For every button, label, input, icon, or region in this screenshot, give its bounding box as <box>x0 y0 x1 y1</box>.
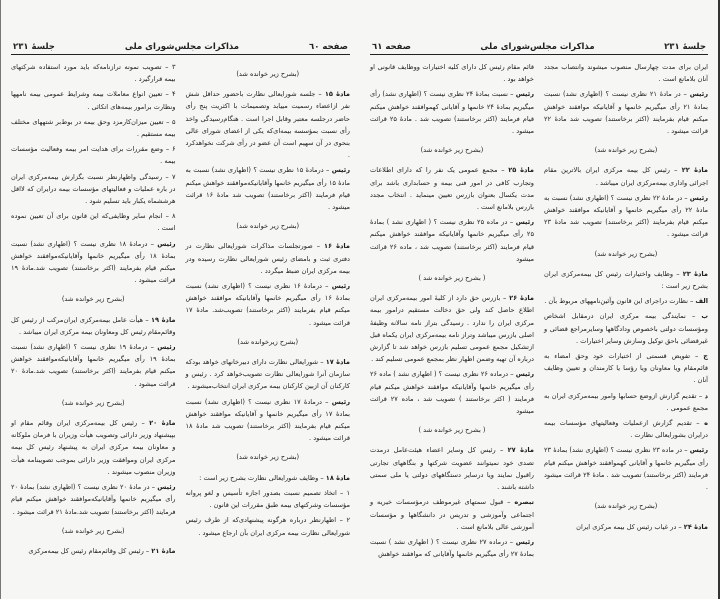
paragraph-lead: مادهٔ ۱۶ <box>323 242 350 251</box>
paragraph-text: – در مادهٔ ۲۰ نظری نیست ؟ (اظهاری نشد) بمادهٔ ۲۰ رأی میگیریم خانمها وآقایانیکه‌موافقند خواهش میکنم قیام فرمایند (اکثر برخاستند) تصویب شد.مادهٔ ۲۱ قرائت میشود . <box>11 483 176 516</box>
paragraph-lead: د <box>704 391 708 400</box>
paragraph-text: ۸ – انجام سایر وظایفی‌که این قانون برای آن تعیین نموده است . <box>11 212 176 233</box>
paragraph-text: – مجمع عمومی یک نفر را که دارای اطلاعات وتجارب کافی در امور فنی بیمه و حسابداری باشد برای مدت یکسال بعنوان بازرس تعیین مینماید . انتخاب مجدد بازرس بلامانع است . <box>370 166 534 212</box>
session-number: جلسهٔ ۲۳۱ <box>13 42 55 52</box>
paragraph-text: – درمادهٔ ۱۷ نظری نیست ؟ (اظهاری نشد) نسبت بمادهٔ ۱۷ رأی میگیریم خانمها و آقایانیکه موافقند خواهش میکنم قیام بفرمایند (اکثر برخاستند) تصویب شد مادهٔ ۱۸ قرائت میشود . <box>185 397 350 443</box>
paragraph <box>370 496 534 533</box>
paragraph <box>544 88 708 137</box>
paragraph-lead: ب <box>701 312 708 321</box>
paragraph <box>544 521 708 533</box>
paragraph <box>370 216 534 265</box>
paragraph-text: – رئیس کل وقائم‌مقام رئیس کل بیمه‌مرکزی <box>28 546 152 555</box>
paragraph <box>370 368 534 417</box>
paragraph-text: – صورتجلسات مذاکرات شورایعالی نظارت در دفتری ثبت و بامضای رئیس شورایعالی نظارت رسیده ودر بیمه مرکزی ایران ضبط میگردد . <box>185 242 350 275</box>
column-right <box>544 61 708 563</box>
page-number: صفحه ٦٠ <box>309 42 348 52</box>
paragraph <box>370 88 534 137</box>
paragraph-lead: مادهٔ ۲۲ <box>681 166 708 175</box>
paragraph-text: – رئیس کل بیمه مرکزی ایران بالاترین مقام اجرائی واداری بیمه‌مرکزی ایران میباشد . <box>544 166 708 187</box>
paragraph-lead: رئیس <box>515 537 534 546</box>
paragraph <box>11 61 176 85</box>
paragraph-lead: رئیس <box>157 483 176 492</box>
paragraph-lead: ه <box>704 419 708 428</box>
paragraph-lead: الف <box>695 297 708 306</box>
paragraph-text: – نمایندگی بیمه مرکزی ایران درمقابل اشخاص ومؤسسات دولتی باخصوص ودادگاهها وسایرمراجع قضائی و غیرقضائی باحق توکیل وسازش وسایر اختیارات . <box>544 312 708 345</box>
paragraph-text: – رئیس کل وسایر اعضاء هیئت‌عامل درمدت تصدی خود نمیتوانند عضویت شرکتها و بنگاههای تجارتی راقبول نمایند ویا درسایر دستگاههای دولتی یا ملی سمتی داشته باشند . <box>370 446 534 492</box>
paragraph-lead: مادهٔ ۲۴ <box>683 522 708 531</box>
paragraph-text: ایران برای مدت چهارسال منصوب میشوند وانتصاب مجدد آنان بلامانع است . <box>544 63 708 84</box>
paragraph <box>11 210 176 234</box>
read-note: ( بشرح زیر خوانده شد ) <box>418 274 486 283</box>
paragraph-lead: رئیس <box>689 446 709 455</box>
paragraph-lead: مادهٔ ۱۷ <box>325 358 350 367</box>
paragraph <box>186 240 351 277</box>
paragraph <box>186 280 351 329</box>
paragraph <box>544 295 708 307</box>
running-title: مذاکرات مجلس‌شورای ملی <box>124 42 240 52</box>
paragraph-text: – درمادهٔ ۱۶ نظری نیست ؟ (اظهاری نشد) نسبت بمادهٔ ۱۶ رأی میگیریم خانمها وآقایانیکه موافقند خواهش میکنم قیام بفرمایند (اکثر برخاستند) تصویب‌شد. مادهٔ ۱۷ قرائت میشود . <box>185 282 350 327</box>
paragraph-text: – درماده ۲۷ نظری نیست ؟ ( اظهاری نشد ) نسبت بمادهٔ ۲۷ رأی میگیریم خانمها وآقایانی که موافقند خواهش <box>370 537 534 559</box>
paragraph-lead: رئیس <box>515 218 534 227</box>
paragraph-text: – نسبت بمادهٔ ۲۴ نظری نیست ؟ (اظهاری نشد) رأی میگیریم بمادهٔ ۲۴ خانمها و آقایانی کهموافقند خواهش میکنم قیام فرمایند (اکثر برخاستند) تصویب شد . مادهٔ ۲۵ قرائت میشود . <box>370 90 535 136</box>
read-note: (بشرح زیر خوانده شد) <box>594 146 658 155</box>
paragraph <box>544 192 708 241</box>
paragraph <box>544 390 708 414</box>
paragraph-text: – تقدیم گزارش ازوضع حسابها وامور بیمه‌مرکزی ایران به مجمع عمومی . <box>544 391 708 412</box>
paragraph <box>11 116 176 140</box>
paragraph <box>11 171 176 208</box>
paragraph-lead: مادهٔ ۱۵ <box>324 90 350 99</box>
paragraph <box>370 164 534 213</box>
running-title: مذاکرات مجلس‌شورای ملی <box>480 42 595 52</box>
paragraph <box>370 536 534 560</box>
paragraph-text: قائم مقام رئیس کل دارای کلیه اختیارات ووظایف قانونی او خواهد بود . <box>370 63 534 84</box>
paragraph-text: – هیأت عامل بیمه‌مرکزی ایران‌مرکب از رئیس کل وقائم‌مقام رئیس کل ومعاونان بیمه مرکزی ایران میباشد . <box>11 315 176 336</box>
paragraph-text: – وظایف واختیارات رئیس کل بیمه‌مرکزی ایران بشرح زیر است : <box>544 269 708 291</box>
paragraph-lead: رئیس <box>331 397 351 406</box>
paragraph-lead: مادهٔ ۲۵ <box>508 166 534 175</box>
paragraph-text: ۲ – اظهارنظر درباره هرگونه پیشنهادی‌که از طرف رئیس شورایعالی نظارت بیمه مرکزی ایران بآن ارجاع میشود . <box>185 516 350 537</box>
paragraph-text: – درماده ۲۶ نظری نیست ؟ ( اظهاری نشد ) ماده ۲۶ رأی میگیریم خانمها وآقایانیکه موافقند خواهش میکنم قیام فرمایند ( اکثر برخاستند ) تصویب شد ، ماده ۲۷ قرائت میشود <box>370 370 534 416</box>
paragraph-text: ۶ – وضع مقررات برای هدایت امر بیمه وفعالیت مؤسسات بیمه . <box>11 145 176 166</box>
paragraph <box>544 417 708 441</box>
paragraph-lead: مادهٔ ۱۹ <box>151 315 176 324</box>
paragraph <box>544 61 708 85</box>
page-header <box>370 38 708 55</box>
paragraph-text: – نظارت دراجرای این قانون وآئین‌نامههای مربوط بآن . <box>544 297 696 306</box>
paragraph <box>11 88 176 112</box>
paragraph-lead: رئیس <box>157 343 176 352</box>
paragraph-text: – وظایف شورایعالی نظارت بشرح زیر است : <box>199 473 326 482</box>
read-note: (بشرح زیر خوانده شد) <box>236 222 300 231</box>
read-note: (بشرح زیر خوانده شد) <box>420 146 484 155</box>
paragraph <box>11 314 176 338</box>
page-number: صفحه ٦١ <box>372 42 411 52</box>
paragraph <box>544 268 708 292</box>
paragraph <box>11 341 176 390</box>
paragraph-text: ۴ – تعیین انواع معاملات بیمه وشرایط عمومی بیمه نامهها ونظارت برامور بیمه‌های اتکائی . <box>11 90 176 111</box>
page-header <box>11 38 350 55</box>
paragraph <box>370 292 534 365</box>
paragraph-text: ۷ – رسیدگی واظهارنظر نسبت بگزارش بیمه‌مرکزی ایران در باره عملیات و فعالیتهای مؤسسات بیمه درایران که لااقل هرششماه یکبار باید تسلیم شود . <box>11 172 176 206</box>
paragraph-lead: مادهٔ ۲۳ <box>682 269 708 278</box>
paragraph <box>370 61 534 85</box>
paragraph-lead: ج <box>703 352 708 361</box>
paragraph-text: – در ماده ۲۵ نظری نیست ؟ ( اظهاری نشد ) بمادهٔ ۲۵ رأی میگیریم خانمها وآقایانیکه موافقند خواهش میکنم قیام فرمایند (اکثر برخاستند) تصویب شد ، ماده ۲۶ قرائت میشود <box>370 218 535 263</box>
paragraph-lead: رئیس <box>331 166 350 175</box>
paragraph <box>11 143 176 167</box>
paragraph-text: ۵ – تعیین میزان‌کارمزد وحق بیمه در بوط‌بر شتههای مختلف بیمه مستقیم . <box>11 117 176 139</box>
paragraph-lead: تبصره <box>514 498 534 507</box>
paragraph-text: – درمادهٔ ۱۸ نظری نیست ؟ (اظهاری نشد) نسبت بمادهٔ ۱۸ رأی میگیریم خانمها وآقایانیکه‌موافقند خواهش میکنم قیام بفرمایند (اکثر برخاستند) تصویب شد.مادهٔ ۱۹ قرائت میشود . <box>11 239 176 285</box>
read-note: (بشرح زیر خوانده شد) <box>594 502 658 511</box>
paragraph-lead: مادهٔ ۲۰ <box>149 419 176 428</box>
paragraph-lead: رئیس <box>515 370 534 379</box>
column-right <box>186 61 351 560</box>
paragraph <box>186 164 351 213</box>
paragraph-text: – تقدیم گزارش ازعملیات وفعالیتهای مؤسسات بیمه درایران بشورایعالی نظارت . <box>544 419 708 440</box>
session-number: جلسهٔ ۲۳۱ <box>664 42 706 52</box>
paragraph <box>544 164 708 188</box>
paragraph-lead: مادهٔ ۲۱ <box>151 546 176 555</box>
paragraph-text: – بازرس حق دارد از کلیهٔ امور بیمه‌مرکزی ایران اطلاع حاصل کند ولی حق دخالت مستقیم درامور بیمه مرکزی ایران را ندارد . رسیدگی بتراز نامه سالانه وظیفهٔ اصلی بازرس میباشد وتراز نامه بیمه‌مرکزی ایران یکماه قبل ازتشکیل مجمع عمومی تسلیم بازرس خواهد شد تا گزارش درباره آن تهیه وضمن اظهار نظر بمجمع عمومی تسلیم کند . <box>370 294 534 364</box>
paragraph <box>544 310 708 347</box>
paragraph <box>544 350 708 387</box>
paragraph <box>186 472 351 484</box>
paragraph-text: – در مادهٔ ۲۲ نظری نیست ؟ (اظهاری نشد) نسبت به مادهٔ ۲۲ رأی میگیریم خانمها و آقایانیکه موافقند خواهش میکنم قیام بفرمایند (اکثر برخاستند) تصویب شد مادهٔ ۲۳ قرائت میشود . <box>544 193 709 239</box>
paragraph-text: – جلسه شورایعالی نظارت باحضور حداقل شش نفر ازاعضاء رسمیت مییابد وتصمیمات با اکثریت پنج رأی حاضر درجلسه معتبر وقابل اجرا است . هنگام‌رسیدگی واخذ رأی نسبت بمؤسسه بیمه‌ای‌که یکی از اعضای شورای عالی بنحوی در آن سهیم است آن عضو در رأی شرکت نخواهدکرد . <box>185 90 350 160</box>
paragraph-text: – در غیاب رئیس کل بیمه مرکزی ایران <box>576 522 684 531</box>
paragraph <box>11 238 176 287</box>
paragraph-text: – درمادهٔ ۱۵ نظری نیست ؟ (اظهاری نشد) نسبت به مادهٔ ۱۵ رأی میگیریم خانمها وآقایانیکه‌موافقند خواهش میکنم قیام فرمایند (اکثر برخاستند) تصویب شد مادهٔ ۱۶ قرائت میشود . <box>185 166 350 212</box>
column-left <box>370 61 534 563</box>
paragraph <box>186 88 351 161</box>
read-note: (بشرح زیر خوانده شد) <box>61 398 125 407</box>
paragraph <box>11 545 176 557</box>
read-note: (بشرح زیر خوانده شد) <box>236 453 300 462</box>
paragraph-lead: رئیس <box>331 282 351 291</box>
paragraph <box>11 481 176 518</box>
read-note: (بشرح زیر خوانده شد) <box>61 526 125 535</box>
paragraph-text: – تفویض قسمتی از اختیارات خود وحق امضاء به قائم‌مقام ویا معاونان ویا رؤسا یا کارمندان و تعیین وظایف آنان . <box>544 352 708 385</box>
paragraph <box>186 356 351 393</box>
page-61 <box>360 0 720 599</box>
paragraph <box>11 417 176 478</box>
paragraph-lead: مادهٔ ۱۸ <box>325 473 350 482</box>
paragraph-text: – شورایعالی نظارت دارای دبیرخانهای خواهد بود‌که سازمان آنرا شورایعالی نظارت تصویب‌خواهد کرد . رئیس و کارکنان آن ازبین کارکنان بیمه مرکزی ایران انتخاب‌میشوند . <box>185 358 350 391</box>
paragraph-lead: رئیس <box>689 193 708 202</box>
paragraph-text: ۱ – اتخاذ تصمیم نسبت بصدور اجازه تأسیس و لغو پروانه مؤسسات وشرکتهای بیمه طبق مقررات این قانون . <box>185 488 350 510</box>
paragraph-text: ۳ – تصویب نمونه ترازنامه‌که باید مورد استفاده شرکتهای بیمه قرارگیرد . <box>11 63 176 84</box>
paragraph-text: – قبول سمتهای غیرموظف درمؤسسات خیریه و اجتماعی وآموزشی و تدریس در دانشگاهها و مؤسسات آموزشی عالی بلامانع است . <box>370 498 534 531</box>
read-note: (بشرح زیر خوانده شد) <box>61 295 125 304</box>
read-note: (بشرح زیر خوانده شد) <box>236 70 300 78</box>
paragraph <box>186 487 351 511</box>
paragraph <box>370 444 534 493</box>
read-note: (بشرح زیر خوانده شد) <box>594 249 658 258</box>
column-left <box>11 61 176 560</box>
paragraph-lead: رئیس <box>515 90 534 99</box>
paragraph <box>186 514 351 538</box>
paragraph-lead: رئیس <box>689 90 709 99</box>
read-note: ( بشرح زیر خوانده شد ) <box>418 426 486 435</box>
paragraph-text: – در مادهٔ ۲۱ نظری نیست ؟ (اظهاری نشد) نسبت بمادهٔ ۲۱ رأی میگیریم خانمها و آقایانیکه موافقند خواهش میکنم قیام بفرمایند (اکثر برخاستند) تصویب شد مادهٔ ۲۲ قرائت میشود . <box>544 90 708 136</box>
paragraph <box>544 444 708 493</box>
paragraph-lead: مادهٔ ۲۷ <box>507 446 534 455</box>
paragraph-lead: رئیس <box>157 239 176 248</box>
paragraph-lead: مادهٔ ۲۶ <box>509 294 534 303</box>
read-note: (بشرح زیرخوانده شد) <box>237 337 299 346</box>
paragraph-text: – درمادهٔ ۱۹ نظری نیست ؟ (اظهاری نشد) نسبت بمادهٔ ۱۹ رأی میگیریم خانمها وآقایانیکه‌موافقند خواهش میکنم قیام بفرمایند (اکثر برخاستند) تصویب شد.مادهٔ ۲۰ قرائت میشود . <box>11 343 176 388</box>
paragraph-text: – در ماده ۲۳ نظری نیست ؟ (اظهاری نشد) بمادهٔ ۲۳ رأی میگیریم خانمها و آقایانی کهموافقند خواهش میکنم قیام فرمایند (اکثر برخاستند) تصویب شد . مادهٔ ۲۴ قرائت میشود . <box>544 446 708 492</box>
paragraph <box>186 396 351 445</box>
paragraph-text: – رئیس کل بیمه‌مرکزی ایران وقائم مقام او بپیشنهاد وزیر دارائی وتصویب هیأت وزیران با فرمان ملوکانه و معاونان بیمه مرکزی ایران به پیشنهاد رئیس کل بیمه مرکزی ایران وموافقت وزیر دارائی بموجب تصویبنامه هیأت وزیران منصوب میشوند . <box>11 419 176 476</box>
